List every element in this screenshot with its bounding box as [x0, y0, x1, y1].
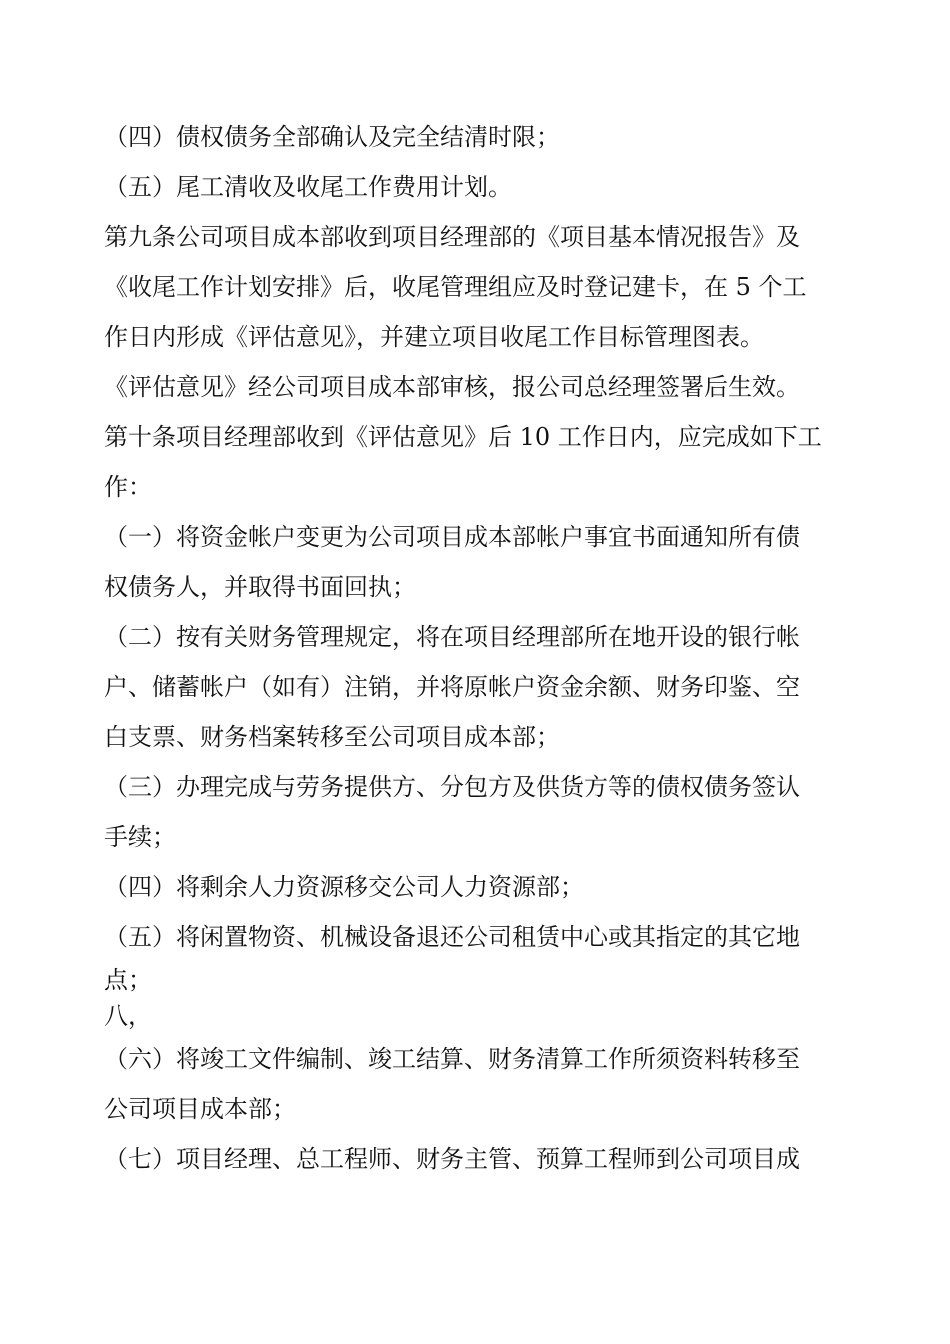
- text-line: （五）尾工清收及收尾工作费用计划。: [104, 173, 512, 201]
- text-line: 户、储蓄帐户（如有）注销，并将原帐户资金余额、财务印鉴、空: [104, 673, 800, 701]
- text-line: 《评估意见》经公司项目成本部审核，报公司总经理签署后生效。: [104, 373, 800, 401]
- text-line: 《收尾工作计划安排》后，收尾管理组应及时登记建卡，在 5 个工: [104, 273, 807, 301]
- text-line: 权债务人，并取得书面回执；: [104, 573, 416, 601]
- text-line: 第十条项目经理部收到《评估意见》后 10 工作日内，应完成如下工: [104, 423, 822, 451]
- text-line: 作：: [104, 473, 152, 501]
- text-line: 公司项目成本部；: [104, 1095, 296, 1123]
- text-line: 手续；: [104, 823, 176, 851]
- text-line: （一）将资金帐户变更为公司项目成本部帐户事宜书面通知所有债: [104, 523, 800, 551]
- text-line: （二）按有关财务管理规定，将在项目经理部所在地开设的银行帐: [104, 623, 800, 651]
- text-line: （四）将剩余人力资源移交公司人力资源部；: [104, 873, 584, 901]
- document-body: [104, 112, 864, 1184]
- text-line: （七）项目经理、总工程师、财务主管、预算工程师到公司项目成: [104, 1145, 800, 1173]
- text-line: 白支票、财务档案转移至公司项目成本部；: [104, 723, 560, 751]
- text-line: （五）将闲置物资、机械设备退还公司租赁中心或其指定的其它地: [104, 923, 800, 951]
- text-line: （三）办理完成与劳务提供方、分包方及供货方等的债权债务签认: [104, 773, 800, 801]
- text-line: 八，: [104, 1002, 152, 1030]
- text-line: 作日内形成《评估意见》，并建立项目收尾工作目标管理图表。: [104, 323, 764, 351]
- text-line: 点；: [104, 966, 152, 994]
- text-line: （四）债权债务全部确认及完全结清时限；: [104, 123, 560, 151]
- text-line: （六）将竣工文件编制、竣工结算、财务清算工作所须资料转移至: [104, 1045, 800, 1073]
- text-line: 第九条公司项目成本部收到项目经理部的《项目基本情况报告》及: [104, 223, 800, 251]
